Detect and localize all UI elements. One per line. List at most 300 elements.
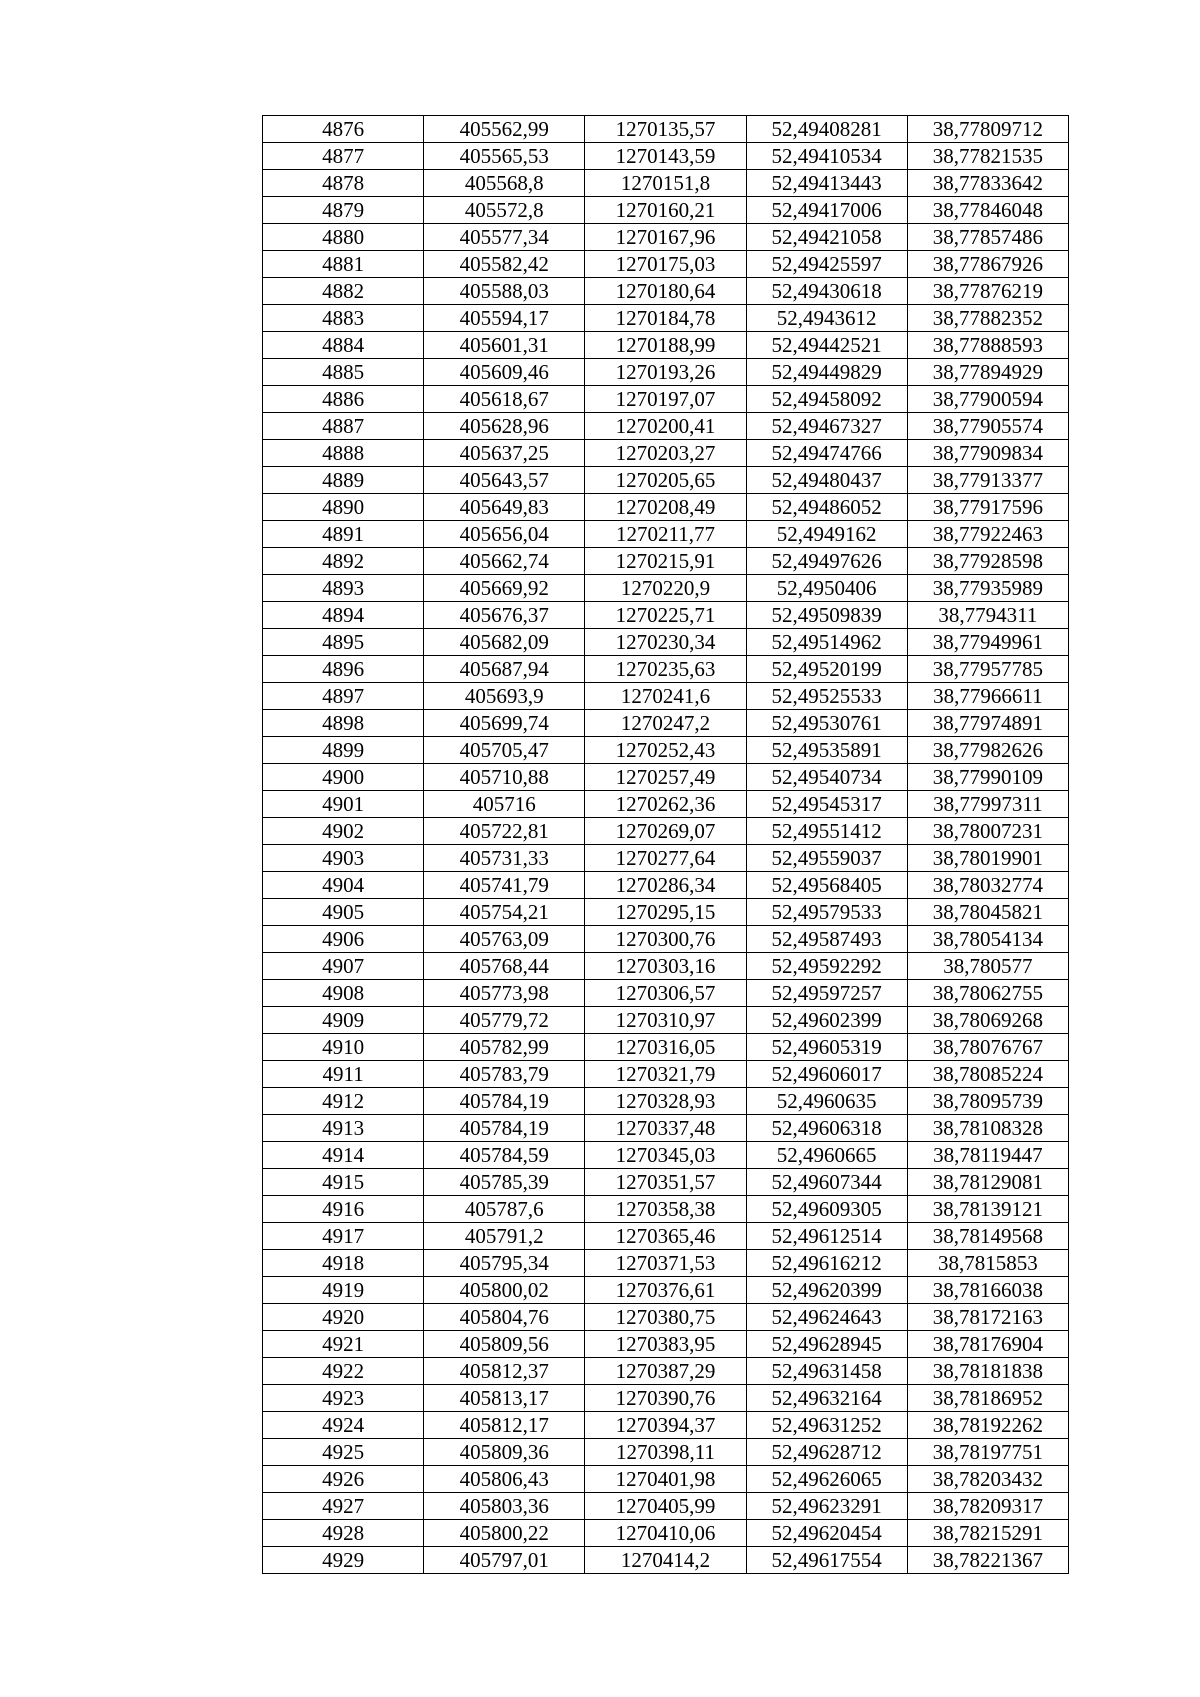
x-coordinate-cell: 405565,53 [424, 143, 585, 170]
x-coordinate-cell: 405649,83 [424, 494, 585, 521]
x-coordinate-cell: 405754,21 [424, 899, 585, 926]
latitude-cell: 52,4960665 [746, 1142, 907, 1169]
x-coordinate-cell: 405577,34 [424, 224, 585, 251]
x-coordinate-cell: 405609,46 [424, 359, 585, 386]
longitude-cell: 38,77909834 [907, 440, 1068, 467]
point-number-cell: 4890 [263, 494, 424, 521]
longitude-cell: 38,77990109 [907, 764, 1068, 791]
x-coordinate-cell: 405699,74 [424, 710, 585, 737]
longitude-cell: 38,78166038 [907, 1277, 1068, 1304]
table-row [263, 494, 1069, 521]
latitude-cell: 52,49616212 [746, 1250, 907, 1277]
y-coordinate-cell: 1270208,49 [585, 494, 746, 521]
x-coordinate-cell: 405803,36 [424, 1493, 585, 1520]
point-number-cell: 4878 [263, 170, 424, 197]
y-coordinate-cell: 1270197,07 [585, 386, 746, 413]
longitude-cell: 38,78176904 [907, 1331, 1068, 1358]
y-coordinate-cell: 1270394,37 [585, 1412, 746, 1439]
x-coordinate-cell: 405784,59 [424, 1142, 585, 1169]
y-coordinate-cell: 1270184,78 [585, 305, 746, 332]
latitude-cell: 52,49535891 [746, 737, 907, 764]
y-coordinate-cell: 1270247,2 [585, 710, 746, 737]
longitude-cell: 38,78062755 [907, 980, 1068, 1007]
point-number-cell: 4908 [263, 980, 424, 1007]
y-coordinate-cell: 1270398,11 [585, 1439, 746, 1466]
table-row [263, 1142, 1069, 1169]
y-coordinate-cell: 1270135,57 [585, 116, 746, 143]
longitude-cell: 38,78019901 [907, 845, 1068, 872]
y-coordinate-cell: 1270151,8 [585, 170, 746, 197]
y-coordinate-cell: 1270358,38 [585, 1196, 746, 1223]
longitude-cell: 38,77905574 [907, 413, 1068, 440]
table-row [263, 305, 1069, 332]
x-coordinate-cell: 405782,99 [424, 1034, 585, 1061]
table-row [263, 1439, 1069, 1466]
x-coordinate-cell: 405784,19 [424, 1115, 585, 1142]
latitude-cell: 52,49417006 [746, 197, 907, 224]
point-number-cell: 4903 [263, 845, 424, 872]
x-coordinate-cell: 405705,47 [424, 737, 585, 764]
x-coordinate-cell: 405572,8 [424, 197, 585, 224]
y-coordinate-cell: 1270188,99 [585, 332, 746, 359]
latitude-cell: 52,49425597 [746, 251, 907, 278]
point-number-cell: 4899 [263, 737, 424, 764]
x-coordinate-cell: 405687,94 [424, 656, 585, 683]
y-coordinate-cell: 1270215,91 [585, 548, 746, 575]
latitude-cell: 52,49606017 [746, 1061, 907, 1088]
point-number-cell: 4877 [263, 143, 424, 170]
latitude-cell: 52,49568405 [746, 872, 907, 899]
x-coordinate-cell: 405628,96 [424, 413, 585, 440]
x-coordinate-cell: 405797,01 [424, 1547, 585, 1574]
point-number-cell: 4907 [263, 953, 424, 980]
x-coordinate-cell: 405809,36 [424, 1439, 585, 1466]
table-row [263, 710, 1069, 737]
y-coordinate-cell: 1270310,97 [585, 1007, 746, 1034]
y-coordinate-cell: 1270235,63 [585, 656, 746, 683]
point-number-cell: 4882 [263, 278, 424, 305]
table-row [263, 845, 1069, 872]
x-coordinate-cell: 405773,98 [424, 980, 585, 1007]
point-number-cell: 4926 [263, 1466, 424, 1493]
latitude-cell: 52,49480437 [746, 467, 907, 494]
y-coordinate-cell: 1270303,16 [585, 953, 746, 980]
table-row [263, 278, 1069, 305]
table-row [263, 251, 1069, 278]
latitude-cell: 52,4943612 [746, 305, 907, 332]
point-number-cell: 4886 [263, 386, 424, 413]
x-coordinate-cell: 405588,03 [424, 278, 585, 305]
longitude-cell: 38,77913377 [907, 467, 1068, 494]
table-row [263, 197, 1069, 224]
x-coordinate-cell: 405722,81 [424, 818, 585, 845]
x-coordinate-cell: 405806,43 [424, 1466, 585, 1493]
x-coordinate-cell: 405676,37 [424, 602, 585, 629]
latitude-cell: 52,49408281 [746, 116, 907, 143]
y-coordinate-cell: 1270241,6 [585, 683, 746, 710]
x-coordinate-cell: 405800,22 [424, 1520, 585, 1547]
table-row [263, 1466, 1069, 1493]
latitude-cell: 52,49620399 [746, 1277, 907, 1304]
y-coordinate-cell: 1270371,53 [585, 1250, 746, 1277]
longitude-cell: 38,78221367 [907, 1547, 1068, 1574]
x-coordinate-cell: 405601,31 [424, 332, 585, 359]
longitude-cell: 38,77867926 [907, 251, 1068, 278]
longitude-cell: 38,78139121 [907, 1196, 1068, 1223]
point-number-cell: 4892 [263, 548, 424, 575]
longitude-cell: 38,78054134 [907, 926, 1068, 953]
longitude-cell: 38,78076767 [907, 1034, 1068, 1061]
latitude-cell: 52,49628712 [746, 1439, 907, 1466]
latitude-cell: 52,49579533 [746, 899, 907, 926]
point-number-cell: 4896 [263, 656, 424, 683]
point-number-cell: 4922 [263, 1358, 424, 1385]
y-coordinate-cell: 1270160,21 [585, 197, 746, 224]
y-coordinate-cell: 1270390,76 [585, 1385, 746, 1412]
point-number-cell: 4925 [263, 1439, 424, 1466]
x-coordinate-cell: 405568,8 [424, 170, 585, 197]
latitude-cell: 52,49421058 [746, 224, 907, 251]
latitude-cell: 52,49587493 [746, 926, 907, 953]
point-number-cell: 4893 [263, 575, 424, 602]
longitude-cell: 38,78203432 [907, 1466, 1068, 1493]
longitude-cell: 38,78149568 [907, 1223, 1068, 1250]
latitude-cell: 52,49617554 [746, 1547, 907, 1574]
x-coordinate-cell: 405594,17 [424, 305, 585, 332]
table-row [263, 1034, 1069, 1061]
point-number-cell: 4888 [263, 440, 424, 467]
x-coordinate-cell: 405783,79 [424, 1061, 585, 1088]
point-number-cell: 4917 [263, 1223, 424, 1250]
y-coordinate-cell: 1270257,49 [585, 764, 746, 791]
latitude-cell: 52,49609305 [746, 1196, 907, 1223]
table-row [263, 764, 1069, 791]
longitude-cell: 38,7794311 [907, 602, 1068, 629]
longitude-cell: 38,77894929 [907, 359, 1068, 386]
x-coordinate-cell: 405812,37 [424, 1358, 585, 1385]
point-number-cell: 4884 [263, 332, 424, 359]
longitude-cell: 38,78085224 [907, 1061, 1068, 1088]
x-coordinate-cell: 405800,02 [424, 1277, 585, 1304]
point-number-cell: 4921 [263, 1331, 424, 1358]
table-row [263, 1547, 1069, 1574]
point-number-cell: 4905 [263, 899, 424, 926]
y-coordinate-cell: 1270203,27 [585, 440, 746, 467]
latitude-cell: 52,49551412 [746, 818, 907, 845]
table-row [263, 1304, 1069, 1331]
point-number-cell: 4920 [263, 1304, 424, 1331]
latitude-cell: 52,49458092 [746, 386, 907, 413]
table-row [263, 953, 1069, 980]
x-coordinate-cell: 405710,88 [424, 764, 585, 791]
x-coordinate-cell: 405779,72 [424, 1007, 585, 1034]
x-coordinate-cell: 405637,25 [424, 440, 585, 467]
longitude-cell: 38,77997311 [907, 791, 1068, 818]
table-row [263, 926, 1069, 953]
point-number-cell: 4889 [263, 467, 424, 494]
latitude-cell: 52,49467327 [746, 413, 907, 440]
longitude-cell: 38,78186952 [907, 1385, 1068, 1412]
y-coordinate-cell: 1270230,34 [585, 629, 746, 656]
longitude-cell: 38,78032774 [907, 872, 1068, 899]
y-coordinate-cell: 1270414,2 [585, 1547, 746, 1574]
table-row [263, 1385, 1069, 1412]
longitude-cell: 38,780577 [907, 953, 1068, 980]
point-number-cell: 4880 [263, 224, 424, 251]
longitude-cell: 38,78181838 [907, 1358, 1068, 1385]
longitude-cell: 38,77833642 [907, 170, 1068, 197]
longitude-cell: 38,78119447 [907, 1142, 1068, 1169]
table-row [263, 629, 1069, 656]
latitude-cell: 52,49559037 [746, 845, 907, 872]
y-coordinate-cell: 1270175,03 [585, 251, 746, 278]
y-coordinate-cell: 1270277,64 [585, 845, 746, 872]
point-number-cell: 4902 [263, 818, 424, 845]
latitude-cell: 52,49632164 [746, 1385, 907, 1412]
table-row [263, 1196, 1069, 1223]
latitude-cell: 52,49592292 [746, 953, 907, 980]
latitude-cell: 52,49540734 [746, 764, 907, 791]
point-number-cell: 4898 [263, 710, 424, 737]
point-number-cell: 4911 [263, 1061, 424, 1088]
latitude-cell: 52,49509839 [746, 602, 907, 629]
y-coordinate-cell: 1270401,98 [585, 1466, 746, 1493]
longitude-cell: 38,77928598 [907, 548, 1068, 575]
x-coordinate-cell: 405731,33 [424, 845, 585, 872]
point-number-cell: 4918 [263, 1250, 424, 1277]
longitude-cell: 38,77917596 [907, 494, 1068, 521]
table-row [263, 1493, 1069, 1520]
latitude-cell: 52,49628945 [746, 1331, 907, 1358]
x-coordinate-cell: 405791,2 [424, 1223, 585, 1250]
longitude-cell: 38,77821535 [907, 143, 1068, 170]
latitude-cell: 52,49514962 [746, 629, 907, 656]
x-coordinate-cell: 405785,39 [424, 1169, 585, 1196]
table-row [263, 1169, 1069, 1196]
table-row [263, 1250, 1069, 1277]
table-row [263, 386, 1069, 413]
y-coordinate-cell: 1270220,9 [585, 575, 746, 602]
table-row [263, 521, 1069, 548]
point-number-cell: 4895 [263, 629, 424, 656]
longitude-cell: 38,78197751 [907, 1439, 1068, 1466]
table-row [263, 872, 1069, 899]
y-coordinate-cell: 1270205,65 [585, 467, 746, 494]
latitude-cell: 52,49410534 [746, 143, 907, 170]
x-coordinate-cell: 405763,09 [424, 926, 585, 953]
table-row [263, 224, 1069, 251]
latitude-cell: 52,49449829 [746, 359, 907, 386]
x-coordinate-cell: 405795,34 [424, 1250, 585, 1277]
longitude-cell: 38,78172163 [907, 1304, 1068, 1331]
x-coordinate-cell: 405716 [424, 791, 585, 818]
table-row [263, 440, 1069, 467]
y-coordinate-cell: 1270365,46 [585, 1223, 746, 1250]
latitude-cell: 52,49624643 [746, 1304, 907, 1331]
point-number-cell: 4904 [263, 872, 424, 899]
latitude-cell: 52,49631458 [746, 1358, 907, 1385]
point-number-cell: 4913 [263, 1115, 424, 1142]
latitude-cell: 52,49545317 [746, 791, 907, 818]
longitude-cell: 38,78215291 [907, 1520, 1068, 1547]
point-number-cell: 4916 [263, 1196, 424, 1223]
point-number-cell: 4928 [263, 1520, 424, 1547]
coordinates-table-body [263, 116, 1069, 1574]
x-coordinate-cell: 405768,44 [424, 953, 585, 980]
table-row [263, 1331, 1069, 1358]
point-number-cell: 4881 [263, 251, 424, 278]
longitude-cell: 38,78192262 [907, 1412, 1068, 1439]
latitude-cell: 52,4960635 [746, 1088, 907, 1115]
latitude-cell: 52,49430618 [746, 278, 907, 305]
table-row [263, 1088, 1069, 1115]
table-row [263, 602, 1069, 629]
longitude-cell: 38,77982626 [907, 737, 1068, 764]
point-number-cell: 4914 [263, 1142, 424, 1169]
latitude-cell: 52,49623291 [746, 1493, 907, 1520]
y-coordinate-cell: 1270410,06 [585, 1520, 746, 1547]
point-number-cell: 4929 [263, 1547, 424, 1574]
longitude-cell: 38,77922463 [907, 521, 1068, 548]
point-number-cell: 4894 [263, 602, 424, 629]
point-number-cell: 4885 [263, 359, 424, 386]
table-row [263, 818, 1069, 845]
table-row [263, 575, 1069, 602]
x-coordinate-cell: 405804,76 [424, 1304, 585, 1331]
x-coordinate-cell: 405682,09 [424, 629, 585, 656]
y-coordinate-cell: 1270376,61 [585, 1277, 746, 1304]
table-row [263, 332, 1069, 359]
table-row [263, 1007, 1069, 1034]
y-coordinate-cell: 1270200,41 [585, 413, 746, 440]
point-number-cell: 4927 [263, 1493, 424, 1520]
point-number-cell: 4876 [263, 116, 424, 143]
table-row [263, 467, 1069, 494]
latitude-cell: 52,49486052 [746, 494, 907, 521]
x-coordinate-cell: 405812,17 [424, 1412, 585, 1439]
y-coordinate-cell: 1270405,99 [585, 1493, 746, 1520]
y-coordinate-cell: 1270316,05 [585, 1034, 746, 1061]
point-number-cell: 4879 [263, 197, 424, 224]
latitude-cell: 52,49525533 [746, 683, 907, 710]
x-coordinate-cell: 405813,17 [424, 1385, 585, 1412]
point-number-cell: 4897 [263, 683, 424, 710]
longitude-cell: 38,77809712 [907, 116, 1068, 143]
y-coordinate-cell: 1270262,36 [585, 791, 746, 818]
point-number-cell: 4909 [263, 1007, 424, 1034]
point-number-cell: 4900 [263, 764, 424, 791]
longitude-cell: 38,78095739 [907, 1088, 1068, 1115]
table-row [263, 1061, 1069, 1088]
longitude-cell: 38,78129081 [907, 1169, 1068, 1196]
latitude-cell: 52,4949162 [746, 521, 907, 548]
table-row [263, 683, 1069, 710]
longitude-cell: 38,78069268 [907, 1007, 1068, 1034]
table-row [263, 1223, 1069, 1250]
table-row [263, 1520, 1069, 1547]
x-coordinate-cell: 405693,9 [424, 683, 585, 710]
y-coordinate-cell: 1270328,93 [585, 1088, 746, 1115]
y-coordinate-cell: 1270351,57 [585, 1169, 746, 1196]
latitude-cell: 52,49497626 [746, 548, 907, 575]
x-coordinate-cell: 405643,57 [424, 467, 585, 494]
y-coordinate-cell: 1270143,59 [585, 143, 746, 170]
y-coordinate-cell: 1270180,64 [585, 278, 746, 305]
longitude-cell: 38,77966611 [907, 683, 1068, 710]
y-coordinate-cell: 1270295,15 [585, 899, 746, 926]
y-coordinate-cell: 1270337,48 [585, 1115, 746, 1142]
longitude-cell: 38,77876219 [907, 278, 1068, 305]
y-coordinate-cell: 1270306,57 [585, 980, 746, 1007]
x-coordinate-cell: 405662,74 [424, 548, 585, 575]
latitude-cell: 52,49626065 [746, 1466, 907, 1493]
point-number-cell: 4919 [263, 1277, 424, 1304]
latitude-cell: 52,49612514 [746, 1223, 907, 1250]
table-row [263, 656, 1069, 683]
y-coordinate-cell: 1270286,34 [585, 872, 746, 899]
longitude-cell: 38,78209317 [907, 1493, 1068, 1520]
point-number-cell: 4906 [263, 926, 424, 953]
coordinates-table [262, 115, 1069, 1574]
latitude-cell: 52,49530761 [746, 710, 907, 737]
table-row [263, 359, 1069, 386]
table-row [263, 1277, 1069, 1304]
longitude-cell: 38,77882352 [907, 305, 1068, 332]
latitude-cell: 52,49597257 [746, 980, 907, 1007]
table-row [263, 791, 1069, 818]
longitude-cell: 38,78007231 [907, 818, 1068, 845]
longitude-cell: 38,77846048 [907, 197, 1068, 224]
x-coordinate-cell: 405656,04 [424, 521, 585, 548]
x-coordinate-cell: 405741,79 [424, 872, 585, 899]
table-row [263, 737, 1069, 764]
longitude-cell: 38,77888593 [907, 332, 1068, 359]
table-row [263, 413, 1069, 440]
x-coordinate-cell: 405582,42 [424, 251, 585, 278]
table-row [263, 116, 1069, 143]
latitude-cell: 52,49602399 [746, 1007, 907, 1034]
longitude-cell: 38,78045821 [907, 899, 1068, 926]
longitude-cell: 38,77935989 [907, 575, 1068, 602]
latitude-cell: 52,49413443 [746, 170, 907, 197]
latitude-cell: 52,49474766 [746, 440, 907, 467]
table-row [263, 1412, 1069, 1439]
y-coordinate-cell: 1270345,03 [585, 1142, 746, 1169]
point-number-cell: 4912 [263, 1088, 424, 1115]
point-number-cell: 4883 [263, 305, 424, 332]
point-number-cell: 4923 [263, 1385, 424, 1412]
latitude-cell: 52,49606318 [746, 1115, 907, 1142]
y-coordinate-cell: 1270193,26 [585, 359, 746, 386]
longitude-cell: 38,77949961 [907, 629, 1068, 656]
longitude-cell: 38,78108328 [907, 1115, 1068, 1142]
latitude-cell: 52,49620454 [746, 1520, 907, 1547]
y-coordinate-cell: 1270252,43 [585, 737, 746, 764]
longitude-cell: 38,77857486 [907, 224, 1068, 251]
x-coordinate-cell: 405562,99 [424, 116, 585, 143]
x-coordinate-cell: 405784,19 [424, 1088, 585, 1115]
point-number-cell: 4887 [263, 413, 424, 440]
table-row [263, 170, 1069, 197]
table-row [263, 1115, 1069, 1142]
latitude-cell: 52,49520199 [746, 656, 907, 683]
x-coordinate-cell: 405618,67 [424, 386, 585, 413]
point-number-cell: 4924 [263, 1412, 424, 1439]
point-number-cell: 4915 [263, 1169, 424, 1196]
y-coordinate-cell: 1270380,75 [585, 1304, 746, 1331]
y-coordinate-cell: 1270383,95 [585, 1331, 746, 1358]
point-number-cell: 4910 [263, 1034, 424, 1061]
